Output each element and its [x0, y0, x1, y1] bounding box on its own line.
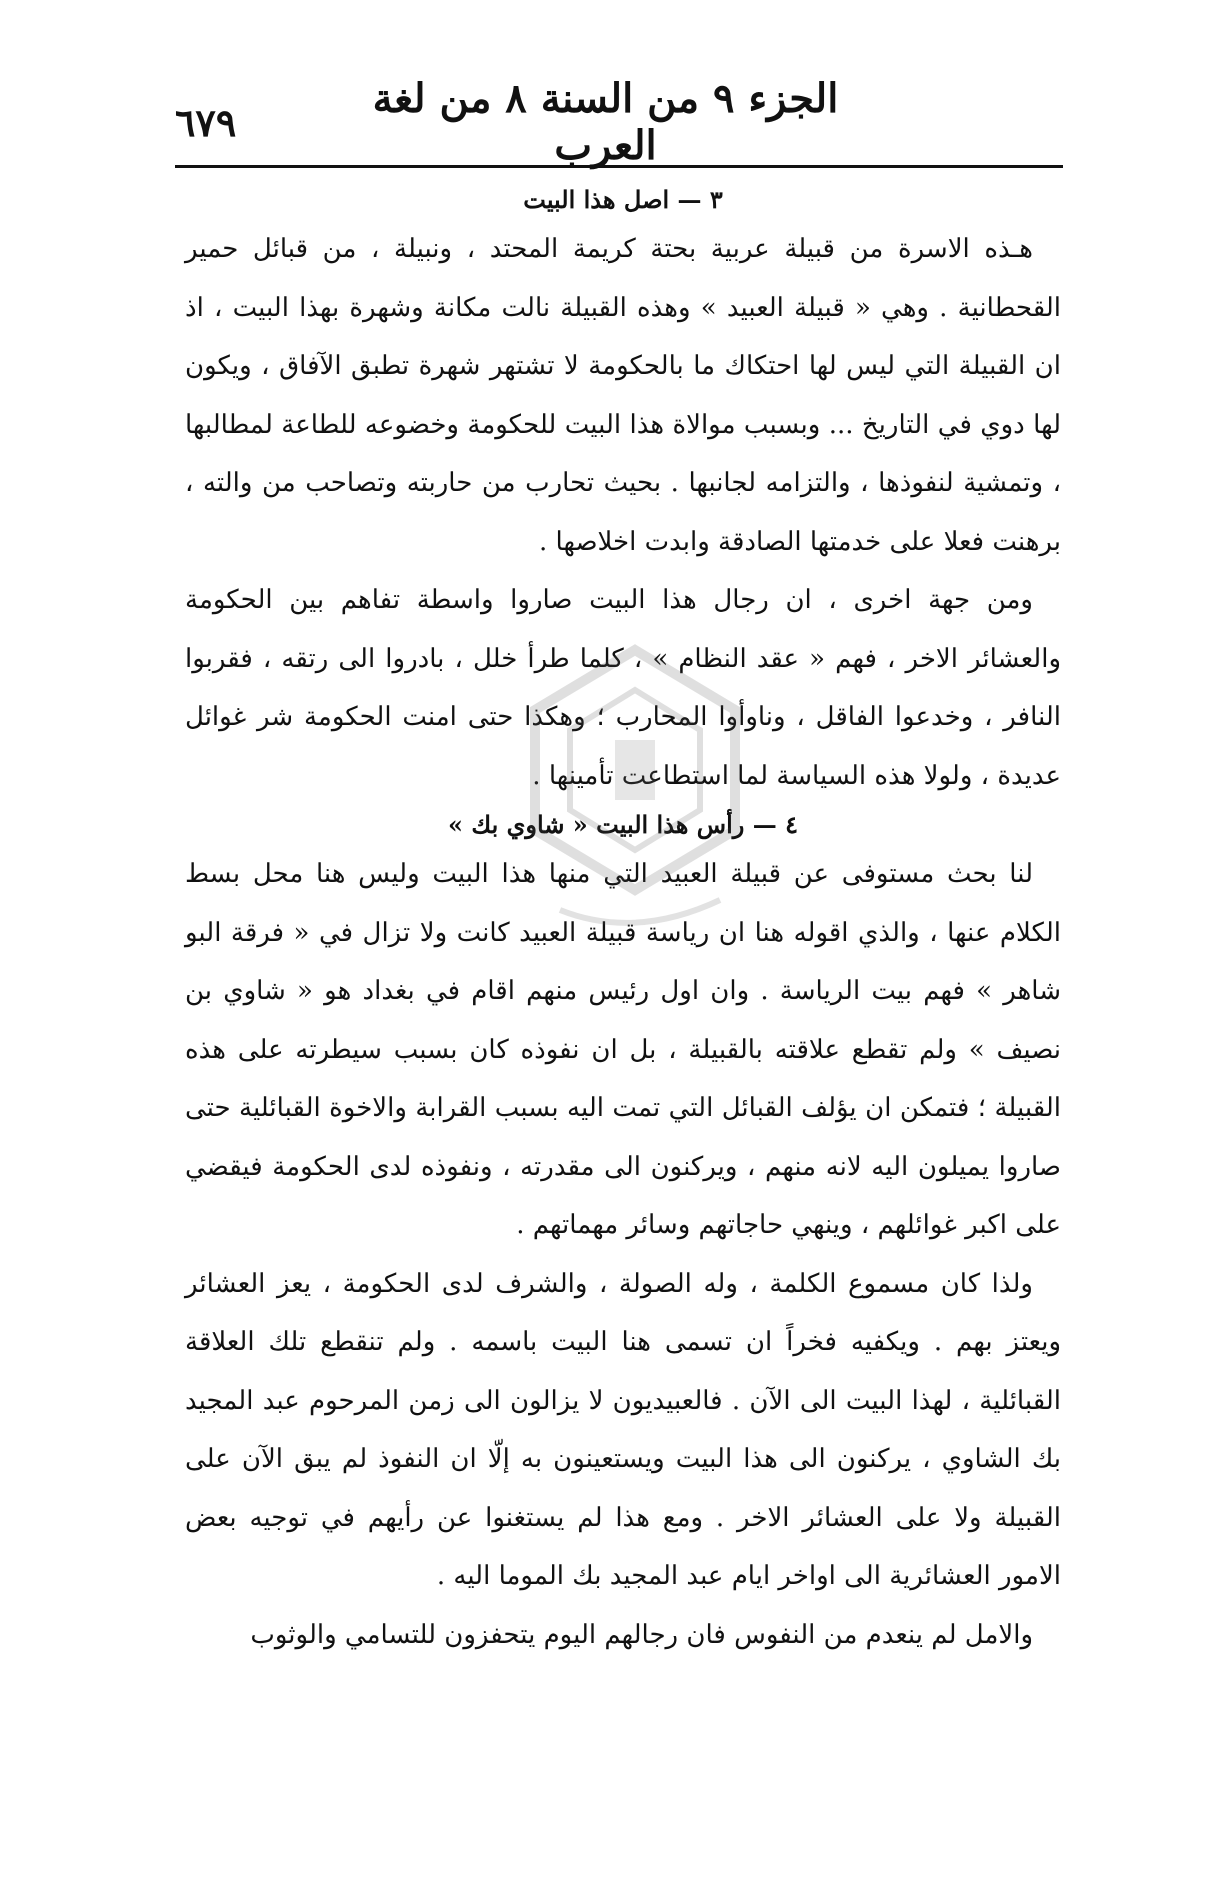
header-rule: [175, 165, 1063, 168]
page-number: ٦٧٩: [175, 99, 237, 145]
body-text: [185, 180, 1061, 1664]
journal-title: الجزء ٩ من السنة ٨ من لغة العرب: [372, 75, 839, 169]
paragraph: ولذا كان مسموع الكلمة ، وله الصولة ، والشرف لدى الحكومة ، يعز العشائر ويعتز بهم . ويكفيه فخراً ان تسمى هنا البيت باسمه . ولم تنقطع تلك العلاقة القبائلية ، لهذا البيت الى الآن . فالعبيديون لا يزالون الى زمن المرحوم عبد المجيد بك الشاوي ، يركنون الى هذا البيت ويستعينون به إلّا ان النفوذ لم يبق الآن على القبيلة ولا على العشائر الاخر . ومع هذا لم يستغنوا عن رأيهم في توجيه بعض الامور العشائرية الى اواخر ايام عبد المجيد بك الموما اليه .: [185, 1268, 1061, 1591]
paragraph: والامل لم ينعدم من النفوس فان رجالهم اليوم يتحفزون للتسامي والوثوب: [250, 1619, 1033, 1650]
running-header: [175, 75, 1026, 169]
section-heading-head-of-house: ٤ — رأس هذا البيت « شاوي بك »: [448, 810, 798, 839]
paragraph: ومن جهة اخرى ، ان رجال هذا البيت صاروا واسطة تفاهم بين الحكومة والعشائر الاخر ، فهم « عقد النظام » ، كلما طرأ خلل ، بادروا الى رتقه ، فقربوا النافر ، وخدعوا الفاقل ، وناوأوا المحارب ؛ وهكذا حتى امنت الحكومة شر غوائل عديدة ، ولولا هذه السياسة لما استطاعت تأمينها .: [185, 585, 1061, 791]
paragraph: لنا بحث مستوفى عن قبيلة العبيد التي منها هذا البيت وليس هنا محل بسط الكلام عنها ، والذي اقوله هنا ان رياسة قبيلة العبيد كانت ولا تزال في « فرقة البو شاهر » فهم بيت الرياسة . وان اول رئيس منهم اقام في بغداد هو « شاوي بن نصيف » ولم تقطع علاقته بالقبيلة ، بل ان نفوذه كان بسبب سيطرته على هذه القبيلة ؛ فتمكن ان يؤلف القبائل التي تمت اليه بسبب القرابة والاخوة القبائلية حتى صاروا يميلون اليه لانه منهم ، ويركنون الى مقدرته ، ونفوذه لدى الحكومة فيقضي على اكبر غوائلهم ، وينهي حاجاتهم وسائر مهماتهم .: [185, 859, 1061, 1240]
section-heading-origin: ٣ — اصل هذا البيت: [523, 185, 723, 214]
paragraph: هـذه الاسرة من قبيلة عربية بحتة كريمة المحتد ، ونبيلة ، من قبائل حمير القحطانية . وهي « قبيلة العبيد » وهذه القبيلة نالت مكانة وشهرة بهذا البيت ، اذ ان القبيلة التي ليس لها احتكاك ما بالحكومة لا تشتهر شهرة تطبق الآفاق ، ويكون لها دوي في التاريخ ... وبسبب موالاة هذا البيت للحكومة وخضوعه للطاعة لمطالبها ، وتمشية لنفوذها ، والتزامه لجانبها . بحيث تحارب من حاربته وتصاحب من والته ، برهنت فعلا على خدمتها الصادقة وابدت اخلاصها .: [185, 234, 1061, 557]
